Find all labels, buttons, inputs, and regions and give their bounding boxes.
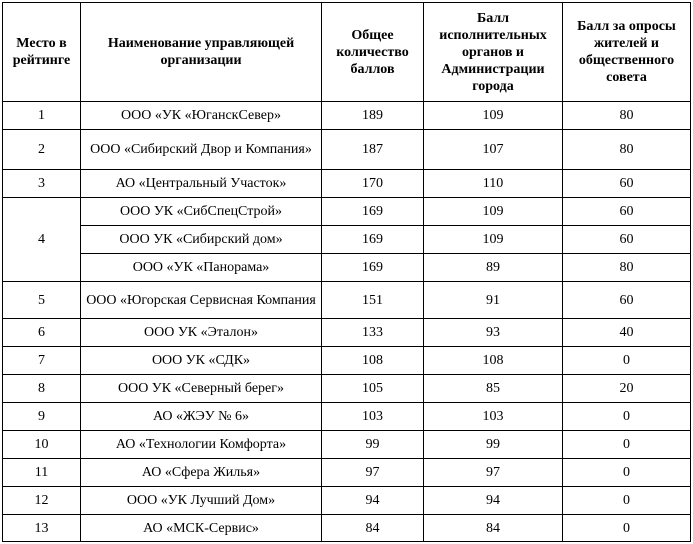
table-row xyxy=(3,170,691,198)
cell-name: ООО «УК «Панорама» xyxy=(81,254,322,282)
cell-total: 151 xyxy=(322,282,424,319)
cell-authority: 108 xyxy=(424,347,563,375)
table-row xyxy=(3,130,691,170)
cell-authority: 99 xyxy=(424,431,563,459)
cell-place: 10 xyxy=(3,431,81,459)
header-authority: Балл исполнительных органов и Администрации города xyxy=(424,3,563,102)
rating-table xyxy=(2,2,691,542)
table-row xyxy=(3,102,691,130)
cell-total: 133 xyxy=(322,319,424,347)
cell-total: 169 xyxy=(322,254,424,282)
cell-name: ООО «Сибирский Двор и Компания» xyxy=(81,130,322,170)
cell-survey: 20 xyxy=(563,375,691,403)
table-row xyxy=(3,515,691,542)
cell-total: 84 xyxy=(322,515,424,542)
cell-name: ООО УК «Эталон» xyxy=(81,319,322,347)
cell-place: 2 xyxy=(3,130,81,170)
cell-place: 5 xyxy=(3,282,81,319)
cell-total: 99 xyxy=(322,431,424,459)
cell-place: 9 xyxy=(3,403,81,431)
cell-place: 13 xyxy=(3,515,81,542)
cell-survey: 60 xyxy=(563,170,691,198)
table-row xyxy=(3,487,691,515)
cell-place: 11 xyxy=(3,459,81,487)
cell-authority: 89 xyxy=(424,254,563,282)
cell-survey: 40 xyxy=(563,319,691,347)
cell-authority: 109 xyxy=(424,226,563,254)
cell-place: 6 xyxy=(3,319,81,347)
cell-name: ООО «УК Лучший Дом» xyxy=(81,487,322,515)
cell-survey: 0 xyxy=(563,515,691,542)
cell-total: 94 xyxy=(322,487,424,515)
cell-survey: 60 xyxy=(563,226,691,254)
table-row xyxy=(3,319,691,347)
cell-name: ООО «УК «ЮганскСевер» xyxy=(81,102,322,130)
cell-survey: 0 xyxy=(563,487,691,515)
cell-name: АО «ЖЭУ № 6» xyxy=(81,403,322,431)
cell-authority: 103 xyxy=(424,403,563,431)
cell-place: 8 xyxy=(3,375,81,403)
header-survey: Балл за опросы жителей и общественного совета xyxy=(563,3,691,102)
cell-total: 108 xyxy=(322,347,424,375)
cell-authority: 109 xyxy=(424,198,563,226)
cell-place: 7 xyxy=(3,347,81,375)
cell-survey: 0 xyxy=(563,403,691,431)
cell-authority: 84 xyxy=(424,515,563,542)
cell-total: 103 xyxy=(322,403,424,431)
cell-total: 170 xyxy=(322,170,424,198)
table-row xyxy=(3,254,691,282)
table-row xyxy=(3,431,691,459)
cell-name: АО «Сфера Жилья» xyxy=(81,459,322,487)
cell-total: 189 xyxy=(322,102,424,130)
cell-survey: 0 xyxy=(563,347,691,375)
cell-name: ООО УК «Северный берег» xyxy=(81,375,322,403)
cell-name: ООО «Югорская Сервисная Компания xyxy=(81,282,322,319)
header-total: Общее количество баллов xyxy=(322,3,424,102)
cell-authority: 94 xyxy=(424,487,563,515)
cell-authority: 85 xyxy=(424,375,563,403)
table-row xyxy=(3,226,691,254)
cell-survey: 0 xyxy=(563,459,691,487)
cell-survey: 60 xyxy=(563,198,691,226)
cell-name: ООО УК «СДК» xyxy=(81,347,322,375)
cell-survey: 0 xyxy=(563,431,691,459)
cell-place: 4 xyxy=(3,198,81,282)
cell-total: 187 xyxy=(322,130,424,170)
cell-name: ООО УК «СибСпецСтрой» xyxy=(81,198,322,226)
header-name: Наименование управляющей организации xyxy=(81,3,322,102)
cell-total: 169 xyxy=(322,198,424,226)
cell-total: 97 xyxy=(322,459,424,487)
cell-total: 105 xyxy=(322,375,424,403)
table-row xyxy=(3,459,691,487)
cell-survey: 80 xyxy=(563,254,691,282)
cell-name: ООО УК «Сибирский дом» xyxy=(81,226,322,254)
header-place: Место в рейтинге xyxy=(3,3,81,102)
cell-authority: 97 xyxy=(424,459,563,487)
cell-place: 1 xyxy=(3,102,81,130)
table-row xyxy=(3,198,691,226)
table-row xyxy=(3,282,691,319)
cell-name: АО «Центральный Участок» xyxy=(81,170,322,198)
table-row xyxy=(3,403,691,431)
cell-authority: 107 xyxy=(424,130,563,170)
cell-authority: 93 xyxy=(424,319,563,347)
header-row xyxy=(3,3,691,102)
table-row xyxy=(3,347,691,375)
cell-place: 3 xyxy=(3,170,81,198)
cell-survey: 80 xyxy=(563,130,691,170)
cell-total: 169 xyxy=(322,226,424,254)
cell-survey: 80 xyxy=(563,102,691,130)
cell-name: АО «Технологии Комфорта» xyxy=(81,431,322,459)
cell-survey: 60 xyxy=(563,282,691,319)
cell-authority: 91 xyxy=(424,282,563,319)
cell-authority: 110 xyxy=(424,170,563,198)
cell-name: АО «МСК-Сервис» xyxy=(81,515,322,542)
cell-authority: 109 xyxy=(424,102,563,130)
cell-place: 12 xyxy=(3,487,81,515)
table-row xyxy=(3,375,691,403)
